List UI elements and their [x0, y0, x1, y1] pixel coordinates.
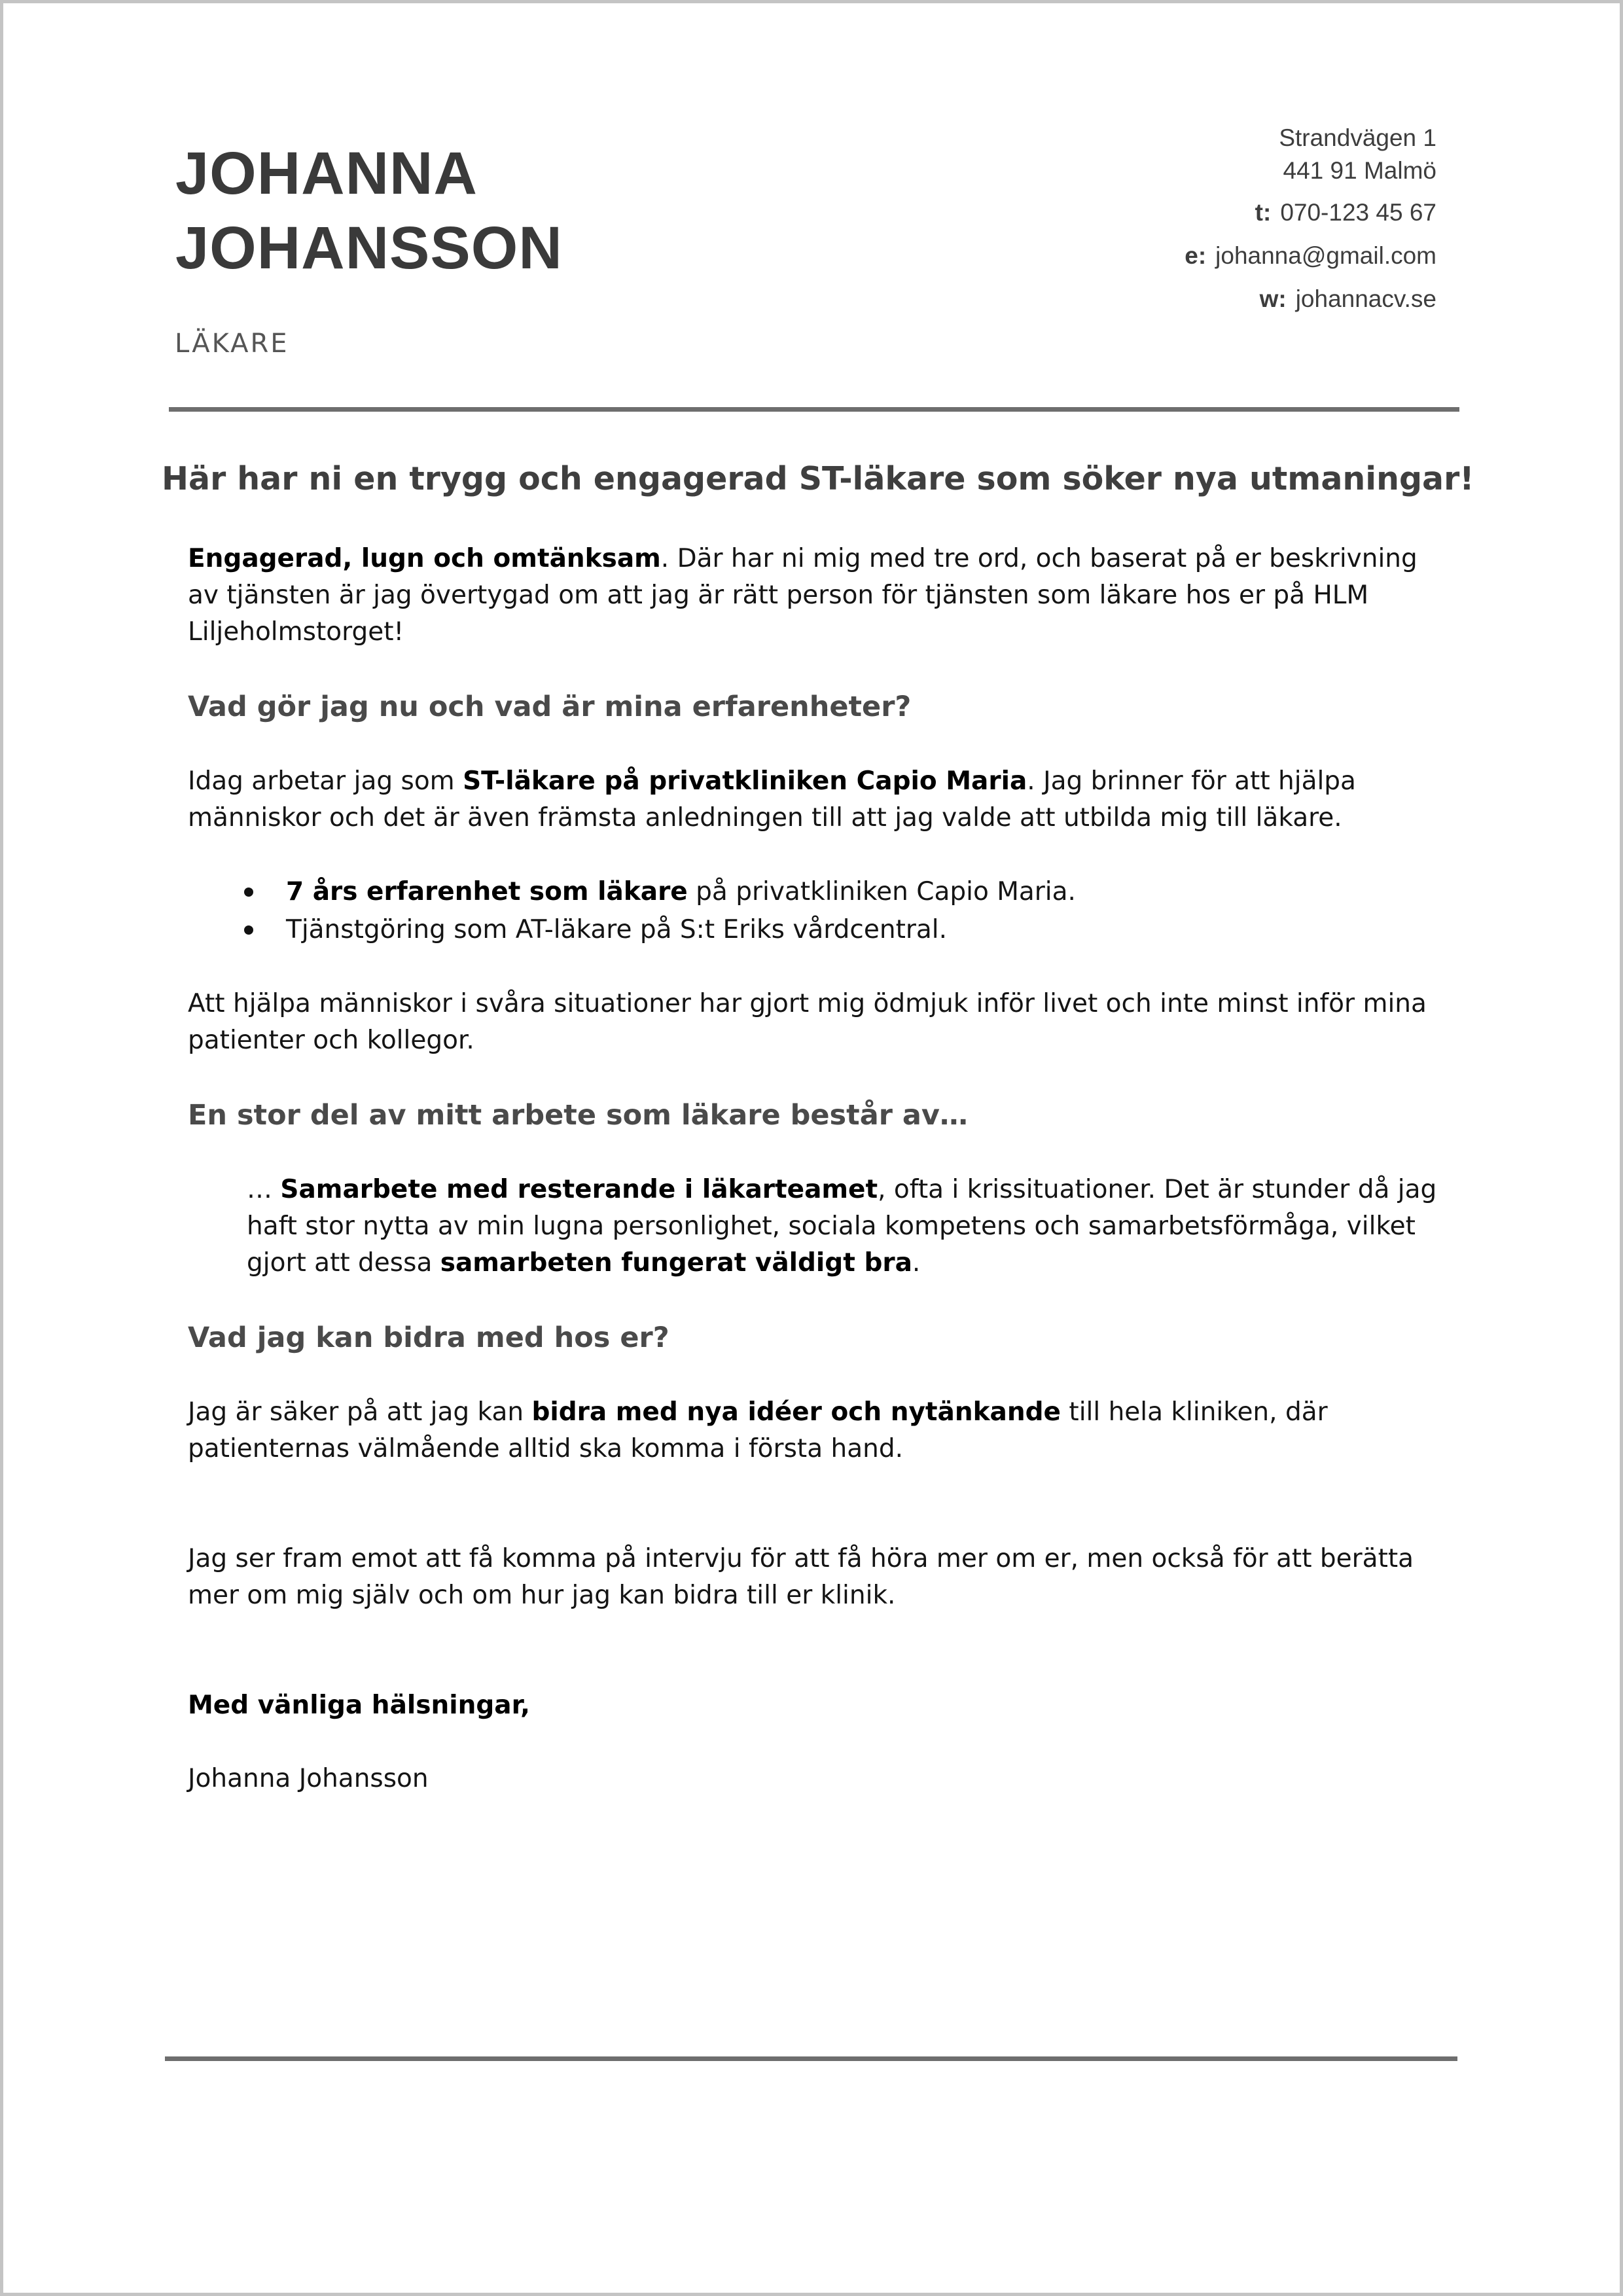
list-item — [188, 873, 1451, 911]
closing-experience-paragraph: Att hjälpa människor i svåra situationer har gjort mig ödmjuk inför livet och inte minst inför mina patienter och kollegor. — [188, 989, 1427, 1055]
city-address: 441 91 Malmö — [1283, 157, 1436, 184]
section-heading-work: En stor del av mitt arbete som läkare består av… — [188, 1099, 968, 1132]
work-paragraph — [188, 1172, 1451, 1282]
footer-divider — [165, 2056, 1457, 2061]
contribute-text-start: Jag är säker på att jag kan — [188, 1397, 532, 1427]
contribute-bold: bidra med nya idéer och nytänkande — [531, 1397, 1061, 1427]
intro-bold: Engagerad, lugn och omtänksam — [188, 544, 661, 573]
list-item — [188, 911, 1451, 949]
experience-paragraph — [188, 763, 1451, 836]
work-text-end: . — [912, 1248, 921, 1278]
header-divider — [169, 407, 1459, 412]
web-row — [1185, 283, 1436, 315]
web-value: johannacv.se — [1295, 285, 1436, 312]
bullet-icon — [244, 925, 253, 935]
signoff-text: Med vänliga hälsningar, — [188, 1691, 530, 1720]
job-title: LÄKARE — [175, 329, 289, 359]
contribute-paragraph — [188, 1394, 1451, 1467]
experience-list — [188, 873, 1451, 949]
experience-text-start: Idag arbetar jag som — [188, 766, 463, 796]
letter-body — [162, 452, 1474, 1834]
experience-text-end: . Jag brinner för att hjälpa människor och det är även främsta anledningen till att jag valde att utbilda mig till läkare. — [188, 766, 1356, 833]
bullet1-bold: 7 års erfarenhet som läkare — [286, 877, 688, 906]
outro-paragraph: Jag ser fram emot att få komma på intervju för att få höra mer om er, men också för att berätta mer om mig själv och om hur jag kan bidra till er klinik. — [188, 1544, 1414, 1610]
email-value: johanna@gmail.com — [1215, 242, 1436, 269]
work-text-start: … — [247, 1175, 281, 1204]
email-row — [1185, 240, 1436, 272]
intro-text: . Där har ni mig med tre ord, och baserat på er beskrivning av tjänsten är jag övertygad om att jag är rätt person för tjänsten som läkare hos er på HLM Liljeholmstorget! — [188, 544, 1418, 647]
phone-row — [1185, 196, 1436, 229]
street-address: Strandvägen 1 — [1279, 124, 1436, 151]
bullet2-text: Tjänstgöring som AT-läkare på S:t Eriks vårdcentral. — [286, 915, 948, 944]
phone-value: 070-123 45 67 — [1280, 199, 1436, 226]
bullet1-text: på privatkliniken Capio Maria. — [687, 877, 1076, 906]
signature: Johanna Johansson — [188, 1764, 429, 1793]
bullet-icon — [244, 888, 253, 897]
work-bold-1: Samarbete med resterande i läkarteamet — [280, 1175, 878, 1204]
work-text-mid: , ofta i krissituationer. Det är stunder då jag haft stor nytta av min lugna personlighet, sociala kompetens och samarbetsförmåga, vilket gjort att dessa — [247, 1175, 1437, 1278]
web-label: w: — [1259, 285, 1287, 312]
last-name: JOHANSSON — [175, 215, 563, 281]
applicant-name — [175, 136, 563, 285]
section-heading-experience: Vad gör jag nu och vad är mina erfarenheter? — [188, 691, 912, 723]
email-label: e: — [1185, 242, 1207, 269]
section-heading-contribute: Vad jag kan bidra med hos er? — [188, 1321, 669, 1354]
experience-bold: ST-läkare på privatkliniken Capio Maria — [463, 766, 1027, 796]
first-name: JOHANNA — [175, 140, 478, 207]
contribute-text-end: till hela kliniken, där patienternas välmående alltid ska komma i första hand. — [188, 1397, 1328, 1463]
signoff — [188, 1687, 1451, 1724]
letter-headline: Här har ni en trygg och engagerad ST-läkare som söker nya utmaningar! — [162, 460, 1474, 497]
intro-paragraph — [188, 541, 1451, 651]
work-bold-2: samarbeten fungerat väldigt bra — [440, 1248, 912, 1278]
contact-block — [1185, 122, 1436, 315]
phone-label: t: — [1255, 199, 1272, 226]
